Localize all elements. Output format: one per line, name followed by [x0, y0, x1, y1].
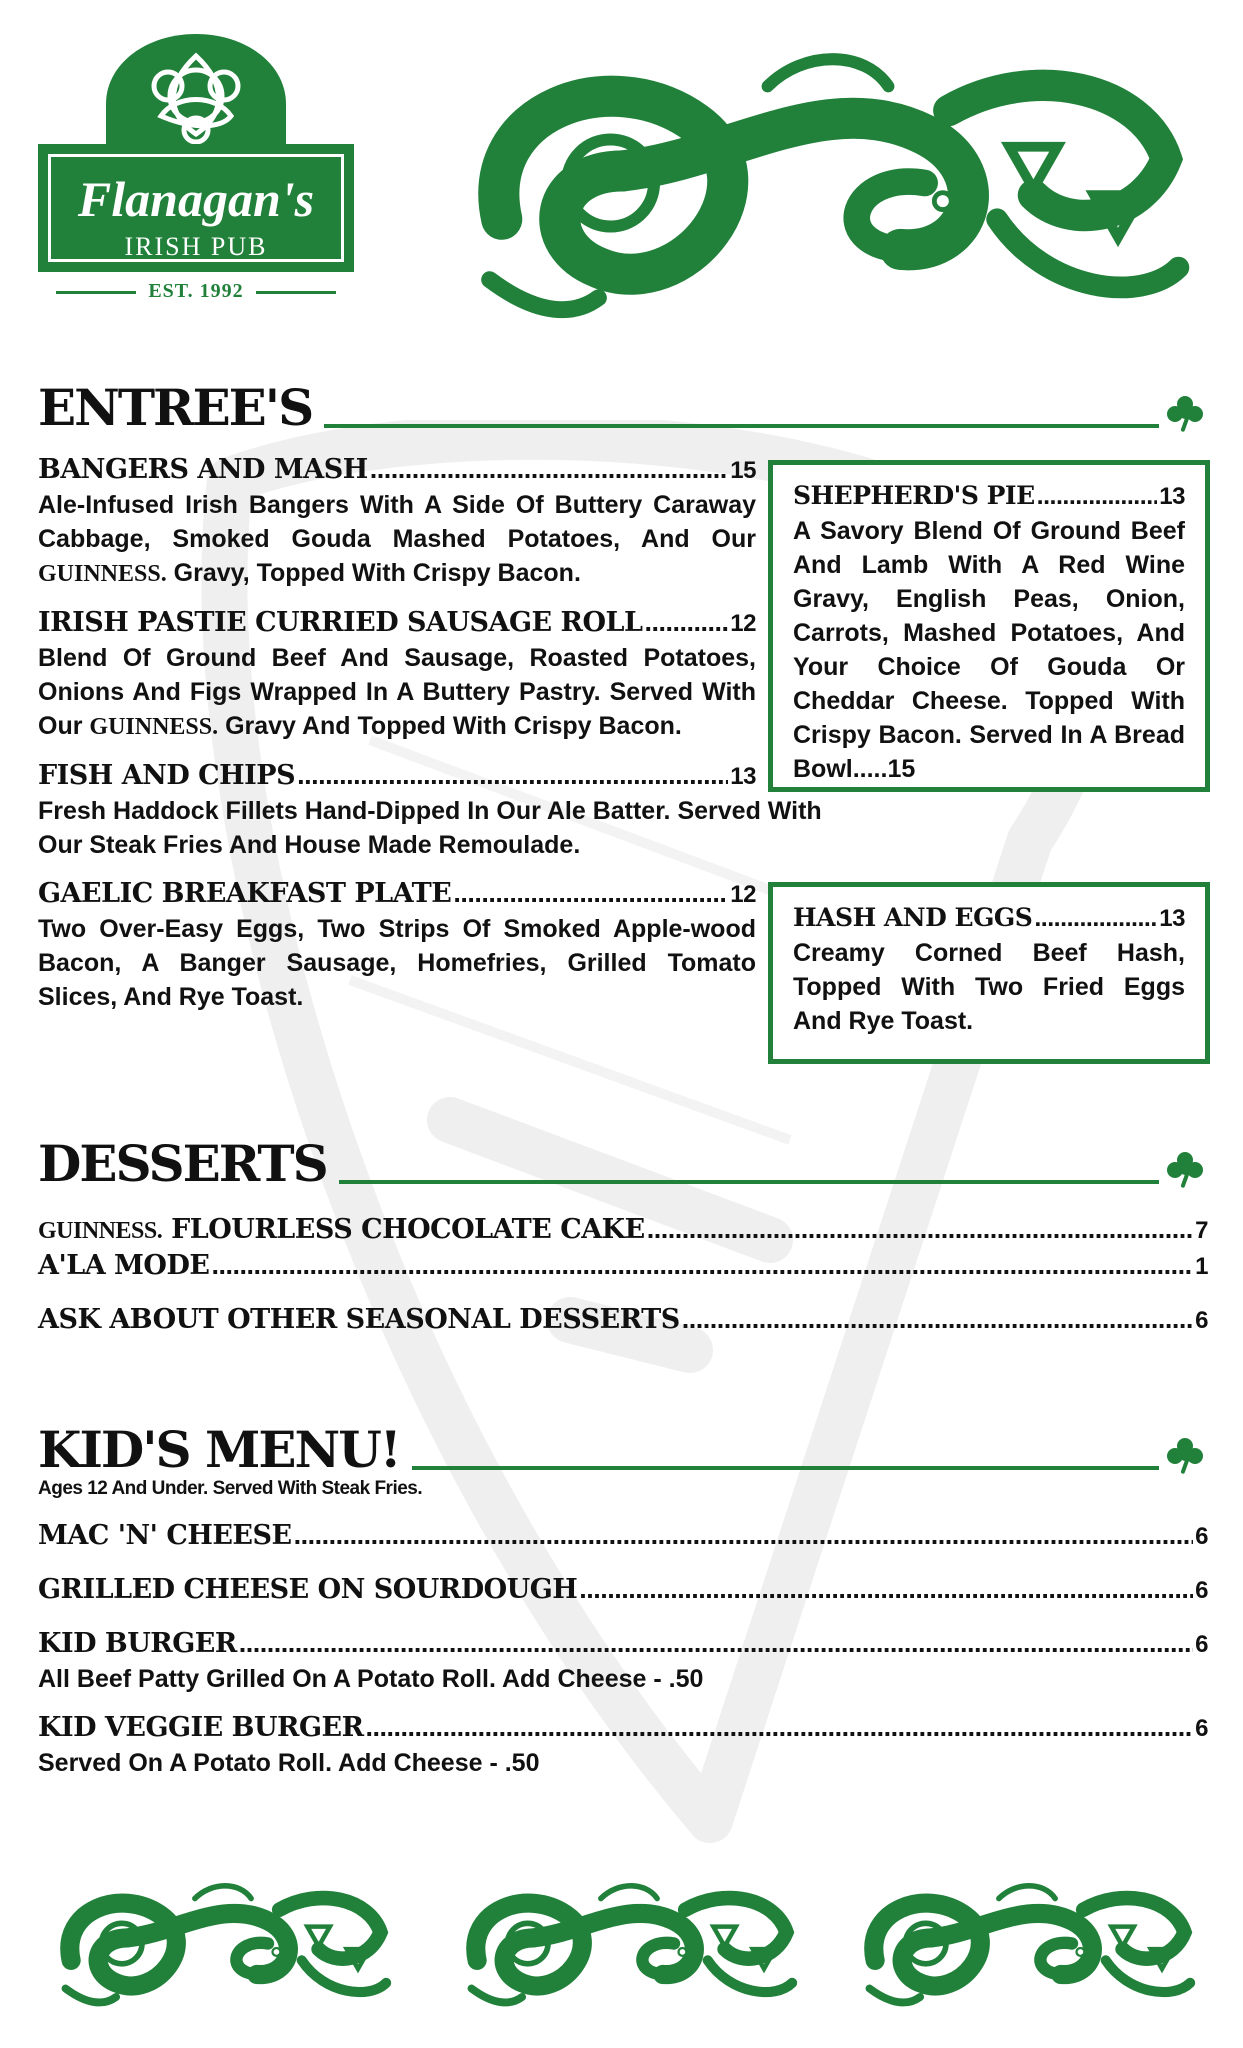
- item-price: 12: [730, 881, 756, 908]
- celtic-knot-header: [448, 38, 1208, 328]
- item-description: All Beef Patty Grilled On A Potato Roll. Add Cheese - .50: [38, 1665, 704, 1693]
- menu-item: [38, 1248, 1208, 1284]
- item-price: 6: [1195, 1307, 1208, 1334]
- kids-menu-list: [38, 1478, 1208, 1780]
- divider: [412, 1466, 1159, 1470]
- item-price: 6: [1195, 1577, 1208, 1604]
- item-name: FISH AND CHIPS: [38, 760, 296, 791]
- item-description: Ale-Infused Irish Bangers With A Side Of Buttery Caraway Cabbage, Smoked Gouda Mashed Potatoes, And Our GUINNESS. Gravy, Topped With Crispy Bacon.: [38, 491, 756, 587]
- item-price: 12: [730, 610, 756, 637]
- divider: [324, 424, 1159, 428]
- kids-menu-title: KID'S MENU!: [38, 1420, 400, 1479]
- item-description: A Savory Blend Of Ground Beef And Lamb With A Red Wine Gravy, English Peas, Onion, Carrots, Mashed Potatoes, And Your Choice Of Gouda Or Cheddar Cheese. Topped With Crispy Bacon. Served In A Bread Bowl.....15: [793, 517, 1185, 783]
- trinity-knot-icon: [106, 34, 286, 154]
- entrees-title: ENTREE'S: [38, 378, 313, 437]
- menu-item: [38, 876, 756, 1014]
- entrees-left-column: [38, 452, 822, 1014]
- menu-item: [38, 1302, 1208, 1338]
- shepherds-pie-box: [768, 460, 1210, 792]
- item-price: 6: [1195, 1715, 1208, 1742]
- item-name: GAELIC BREAKFAST PLATE: [38, 878, 452, 909]
- item-name: GRILLED CHEESE ON SOURDOUGH: [38, 1574, 578, 1605]
- menu-item: [38, 1626, 1208, 1696]
- pub-subtitle: IRISH PUB: [124, 232, 268, 261]
- item-name: A'LA MODE: [38, 1250, 210, 1281]
- item-price: 15: [730, 457, 756, 484]
- pub-name: Flanagan's: [77, 171, 315, 227]
- menu-item: [38, 605, 756, 744]
- item-name: BANGERS AND MASH: [38, 454, 368, 485]
- item-price: 13: [1159, 905, 1185, 932]
- item-price: 13: [730, 763, 756, 790]
- shamrock-icon: [1165, 394, 1205, 434]
- item-price: 6: [1195, 1631, 1208, 1658]
- item-description: Fresh Haddock Fillets Hand-Dipped In Our Ale Batter. Served With Our Steak Fries And House Made Remoulade.: [38, 797, 822, 859]
- celtic-knot-footer: [444, 1876, 814, 2011]
- item-name: MAC 'N' CHEESE: [38, 1520, 292, 1551]
- item-price: 13: [1159, 483, 1185, 510]
- item-name: KID VEGGIE BURGER: [38, 1712, 364, 1743]
- menu-item: [38, 452, 756, 591]
- item-name: HASH AND EGGS: [793, 903, 1033, 932]
- celtic-knot-footer: [38, 1876, 408, 2011]
- guinness-brand: GUINNESS.: [38, 561, 167, 587]
- item-name: GUINNESS. FLOURLESS CHOCOLATE CAKE: [38, 1214, 645, 1245]
- established-year: EST. 1992: [38, 280, 354, 303]
- menu-item: [38, 758, 822, 862]
- item-description: Creamy Corned Beef Hash, Topped With Two Fried Eggs And Rye Toast.: [793, 939, 1185, 1035]
- desserts-header: [38, 1126, 1205, 1193]
- menu-item: [38, 1710, 1208, 1780]
- menu-item: [38, 1518, 1208, 1554]
- item-description: Blend Of Ground Beef And Sausage, Roasted Potatoes, Onions And Figs Wrapped In A Buttery Pastry. Served With Our GUINNESS. Gravy And Topped With Crispy Bacon.: [38, 644, 756, 740]
- item-price: 1: [1195, 1253, 1208, 1280]
- celtic-knot-footer: [842, 1876, 1212, 2011]
- desserts-title: DESSERTS: [38, 1134, 327, 1193]
- shamrock-icon: [1165, 1436, 1205, 1476]
- item-name: SHEPHERD'S PIE: [793, 481, 1035, 510]
- menu-item: [38, 1212, 1208, 1248]
- entrees-header: [38, 370, 1205, 437]
- shamrock-icon: [1165, 1150, 1205, 1190]
- menu-item: [38, 1572, 1208, 1608]
- item-name: KID BURGER: [38, 1628, 237, 1659]
- divider: [339, 1180, 1159, 1184]
- item-description: Two Over-Easy Eggs, Two Strips Of Smoked Apple-wood Bacon, A Banger Sausage, Homefries, Grilled Tomato Slices, And Rye Toast.: [38, 915, 756, 1011]
- item-price: 7: [1195, 1217, 1208, 1244]
- hash-and-eggs-box: [768, 882, 1210, 1064]
- kids-menu-header: [38, 1412, 1205, 1479]
- desserts-list: [38, 1212, 1208, 1338]
- item-description: Served On A Potato Roll. Add Cheese - .50: [38, 1749, 540, 1777]
- guinness-brand: GUINNESS.: [38, 1218, 163, 1244]
- kids-menu-note: Ages 12 And Under. Served With Steak Fries.: [38, 1478, 423, 1499]
- item-price: 6: [1195, 1523, 1208, 1550]
- item-name: IRISH PASTIE CURRIED SAUSAGE ROLL: [38, 607, 643, 638]
- pub-logo: [38, 34, 360, 310]
- item-name: ASK ABOUT OTHER SEASONAL DESSERTS: [38, 1304, 680, 1335]
- guinness-brand: GUINNESS.: [89, 714, 219, 740]
